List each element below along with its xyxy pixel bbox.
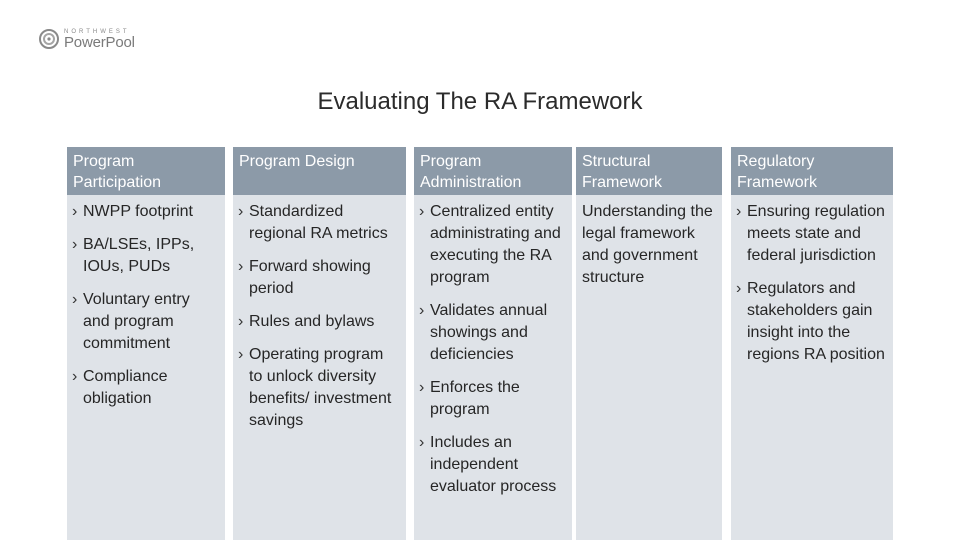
list-item: › Forward showing period xyxy=(238,258,371,297)
page-title: Evaluating The RA Framework xyxy=(317,88,643,115)
chevron-right-icon: › xyxy=(419,203,425,220)
chevron-right-icon: › xyxy=(238,313,244,330)
column-header: Program Participation xyxy=(67,147,225,195)
chevron-right-icon: › xyxy=(419,434,425,451)
chevron-right-icon: › xyxy=(238,346,244,363)
chevron-right-icon: › xyxy=(238,258,244,275)
column-structural-framework xyxy=(576,147,722,540)
list-item: › Regulators and stakeholders gain insight into the regions RA position xyxy=(736,280,885,363)
chevron-right-icon: › xyxy=(72,291,78,308)
chevron-right-icon: › xyxy=(72,368,78,385)
list-item: › Operating program to unlock diversity benefits/ investment savings xyxy=(238,346,392,429)
column-regulatory-framework xyxy=(731,147,893,540)
list-item: › Includes an independent evaluator process xyxy=(419,434,557,495)
list-item: › Enforces the program xyxy=(419,379,520,418)
column-header: Structural Framework xyxy=(576,147,722,195)
list-item: › Voluntary entry and program commitment xyxy=(72,291,190,352)
column-program-administration xyxy=(414,147,572,540)
body-text: Understanding the legal framework and government structure xyxy=(582,203,713,286)
chevron-right-icon: › xyxy=(72,203,78,220)
list-item: › Centralized entity administrating and executing the RA program xyxy=(419,203,561,286)
list-item: › NWPP footprint xyxy=(73,201,219,223)
list-item: › Compliance obligation xyxy=(72,368,168,407)
column-header: Program Administration xyxy=(414,147,572,195)
list-item: › Standardized regional RA metrics xyxy=(238,203,388,242)
chevron-right-icon: › xyxy=(238,203,244,220)
column-program-design xyxy=(233,147,406,540)
power-pool-logo-icon xyxy=(38,28,60,50)
list-item: › Ensuring regulation meets state and federal jurisdiction xyxy=(736,203,885,264)
chevron-right-icon: › xyxy=(419,379,425,396)
list-item: › Rules and bylaws xyxy=(239,311,400,333)
column-header: Program Design xyxy=(233,147,406,195)
chevron-right-icon: › xyxy=(736,203,742,220)
logo xyxy=(38,28,135,50)
list-item: › BA/LSEs, IPPs, IOUs, PUDs xyxy=(72,236,195,275)
column-header: Regulatory Framework xyxy=(731,147,893,195)
logo-top-text: NORTHWEST xyxy=(64,28,130,35)
list-item: › Validates annual showings and deficiencies xyxy=(419,302,548,363)
column-program-participation xyxy=(67,147,225,540)
chevron-right-icon: › xyxy=(72,236,78,253)
chevron-right-icon: › xyxy=(419,302,425,319)
logo-bottom-text: PowerPool xyxy=(64,33,135,51)
chevron-right-icon: › xyxy=(736,280,742,297)
